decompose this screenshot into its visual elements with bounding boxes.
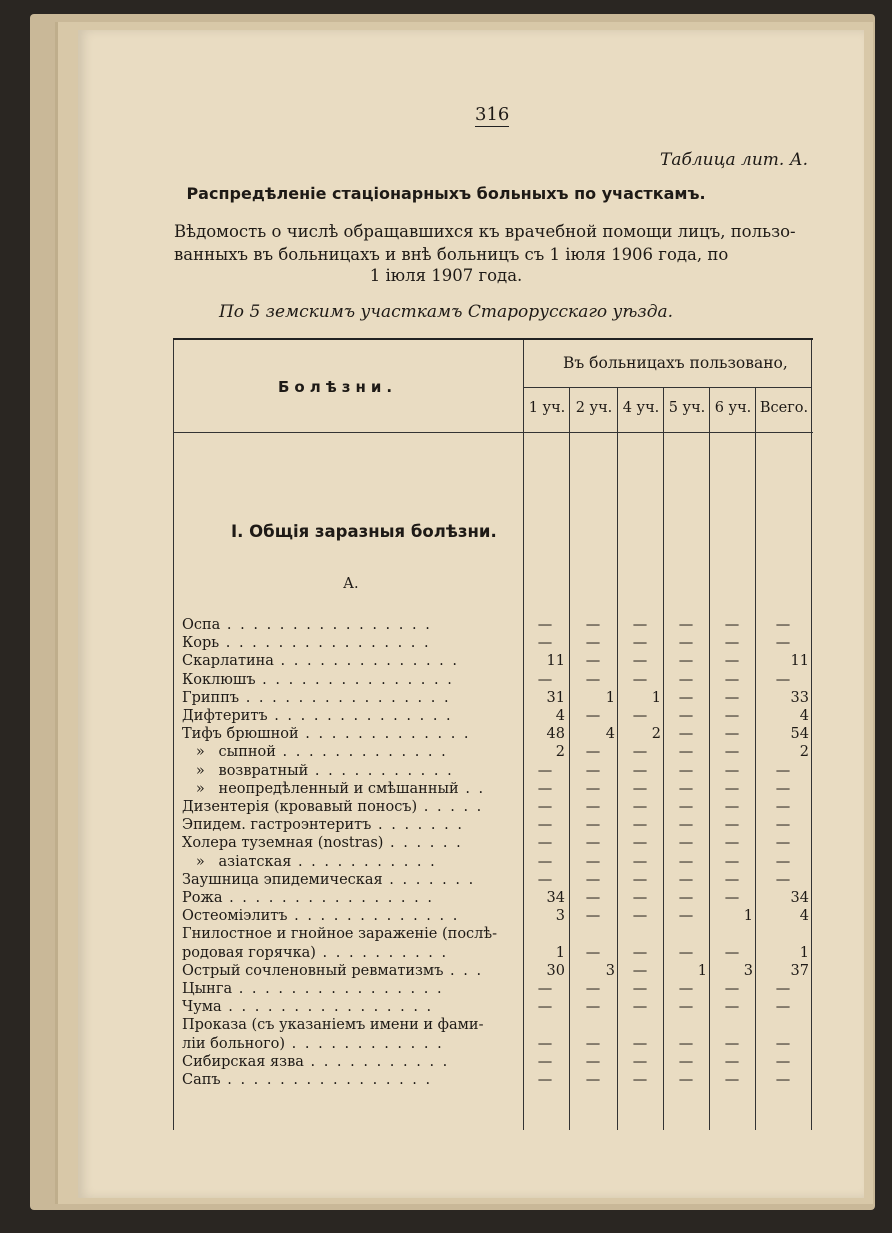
- value-cell: —: [775, 871, 791, 888]
- value-cell: —: [537, 635, 553, 652]
- value-cell: —: [632, 908, 648, 925]
- value-cell: —: [775, 817, 791, 834]
- value-cell: —: [724, 635, 740, 652]
- value-cell: —: [775, 617, 791, 633]
- value-cell: —: [775, 981, 791, 997]
- value-cell: —: [678, 635, 694, 652]
- disease-name: Рожа . . . . . . . . . . . . . . . .: [182, 890, 434, 906]
- value-cell: 4: [799, 708, 809, 724]
- disease-name: Заушница эпидемическая . . . . . . .: [182, 871, 476, 888]
- value-cell: —: [585, 1053, 601, 1070]
- disease-name: Корь . . . . . . . . . . . . . . . .: [182, 635, 431, 652]
- value-cell: —: [585, 744, 601, 761]
- disease-name: родовая горячка) . . . . . . . . . .: [182, 944, 449, 961]
- value-cell: —: [775, 762, 791, 779]
- value-cell: 1: [651, 689, 661, 706]
- disease-name: Гриппъ . . . . . . . . . . . . . . . .: [182, 689, 451, 706]
- value-cell: —: [678, 708, 694, 724]
- value-cell: —: [724, 617, 740, 633]
- value-cell: —: [537, 799, 553, 815]
- disease-name: Холера туземная (nostras) . . . . . .: [182, 835, 463, 852]
- value-cell: —: [724, 981, 740, 997]
- table-row: [173, 925, 813, 943]
- value-cell: —: [632, 981, 648, 997]
- leader-dots: . . . . . . . . . . . . . . . .: [221, 999, 434, 1016]
- value-cell: —: [678, 999, 694, 1016]
- leader-dots: . . . . . . .: [371, 817, 464, 834]
- leader-dots: . . . . . . . . . . . . . . . .: [220, 617, 432, 633]
- value-cell: —: [585, 981, 601, 997]
- table-row: [173, 780, 813, 798]
- table-row: [173, 1053, 813, 1071]
- value-cell: —: [678, 1035, 694, 1052]
- leader-dots: . . .: [443, 962, 484, 979]
- value-cell: —: [724, 744, 740, 761]
- disease-name: » сыпной . . . . . . . . . . . . .: [182, 744, 448, 761]
- value-cell: —: [537, 1053, 553, 1070]
- value-cell: 37: [790, 962, 809, 979]
- value-cell: —: [775, 999, 791, 1016]
- value-cell: —: [537, 999, 553, 1016]
- value-cell: —: [724, 835, 740, 852]
- table-row: [173, 707, 813, 725]
- value-cell: —: [678, 871, 694, 888]
- value-cell: —: [632, 853, 648, 870]
- value-cell: —: [678, 726, 694, 743]
- leader-dots: . . . . . . .: [382, 871, 476, 888]
- value-cell: —: [632, 744, 648, 761]
- table-row: [173, 816, 813, 834]
- value-cell: 3: [605, 962, 615, 979]
- value-cell: —: [537, 817, 553, 834]
- value-cell: 48: [546, 726, 565, 743]
- value-cell: —: [678, 799, 694, 815]
- value-cell: 1: [697, 962, 707, 979]
- value-cell: —: [537, 1035, 553, 1052]
- value-cell: —: [585, 890, 601, 906]
- value-cell: 1: [555, 944, 565, 961]
- disease-name: Оспа . . . . . . . . . . . . . . . .: [182, 617, 432, 633]
- disease-name: Эпидем. гастроэнтеритъ . . . . . . .: [182, 817, 464, 834]
- subcolumn-header: 2 уч.: [575, 400, 613, 416]
- value-cell: —: [775, 1072, 791, 1088]
- value-cell: —: [632, 890, 648, 906]
- value-cell: —: [585, 762, 601, 779]
- value-cell: —: [585, 653, 601, 670]
- disease-name: » неопредѣленный и смѣшанный . .: [182, 780, 486, 797]
- value-cell: —: [585, 1072, 601, 1088]
- value-cell: 34: [546, 890, 565, 906]
- subcolumn-header: 4 уч.: [622, 400, 660, 416]
- table-row: [173, 871, 813, 889]
- value-cell: 30: [546, 962, 565, 979]
- table-row: [173, 998, 813, 1016]
- value-cell: —: [678, 908, 694, 925]
- table-row: [173, 616, 813, 634]
- leader-dots: . . . . . . . . . . . . . . . .: [220, 1072, 433, 1088]
- leader-dots: . . . . . . . . . . . . . . . .: [219, 635, 431, 652]
- value-cell: —: [724, 871, 740, 888]
- leader-dots: . . . . . . . . . . . .: [285, 1035, 444, 1052]
- table-row: [173, 1071, 813, 1089]
- value-cell: —: [585, 708, 601, 724]
- value-cell: —: [678, 1072, 694, 1088]
- value-cell: —: [585, 835, 601, 852]
- disease-name: Чума . . . . . . . . . . . . . . . .: [182, 999, 434, 1016]
- table-row: [173, 762, 813, 780]
- table-row: [173, 798, 813, 816]
- leader-dots: . . . . .: [417, 799, 484, 815]
- value-cell: —: [724, 817, 740, 834]
- page-heading: Распредѣленіе стаціонарныхъ больныхъ по участкамъ.: [186, 184, 706, 203]
- disease-name: Острый сочленовный ревматизмъ . . .: [182, 962, 484, 979]
- value-cell: —: [678, 944, 694, 961]
- value-cell: —: [775, 1053, 791, 1070]
- disease-name: Сапъ . . . . . . . . . . . . . . . .: [182, 1072, 433, 1088]
- value-cell: —: [537, 981, 553, 997]
- value-cell: —: [678, 762, 694, 779]
- value-cell: —: [537, 762, 553, 779]
- value-cell: —: [585, 817, 601, 834]
- value-cell: 1: [605, 689, 615, 706]
- value-cell: 4: [605, 726, 615, 743]
- subtitle-line-2: ванныхъ въ больницахъ и внѣ больницъ съ 1 іюля 1906 года, по: [174, 245, 729, 264]
- subtitle-line-1: Вѣдомость о числѣ обращавшихся къ врачебной помощи лицъ, пользо-: [174, 222, 796, 241]
- value-cell: —: [724, 780, 740, 797]
- value-cell: —: [585, 671, 601, 688]
- leader-dots: . . . . . . . . . . . . . .: [267, 708, 453, 724]
- value-cell: —: [537, 617, 553, 633]
- value-cell: —: [724, 1053, 740, 1070]
- table-row: [173, 634, 813, 652]
- value-cell: —: [585, 944, 601, 961]
- value-cell: —: [678, 780, 694, 797]
- value-cell: —: [724, 726, 740, 743]
- value-cell: —: [724, 1035, 740, 1052]
- value-cell: —: [537, 853, 553, 870]
- value-cell: —: [724, 653, 740, 670]
- table-row: [173, 671, 813, 689]
- leader-dots: . .: [458, 780, 486, 797]
- value-cell: —: [775, 780, 791, 797]
- value-cell: —: [537, 780, 553, 797]
- disease-name: » азіатская . . . . . . . . . . .: [182, 853, 437, 870]
- table-row: [173, 853, 813, 871]
- table-row: [173, 1035, 813, 1053]
- disease-name: Сибирская язва . . . . . . . . . . .: [182, 1053, 450, 1070]
- leader-dots: . . . . . . . . . . .: [291, 853, 437, 870]
- table-row: [173, 689, 813, 707]
- leader-dots: . . . . . . . . . . .: [303, 1053, 450, 1070]
- disease-table: [173, 338, 813, 1130]
- value-cell: —: [678, 1053, 694, 1070]
- value-cell: 3: [743, 962, 753, 979]
- value-cell: —: [724, 671, 740, 688]
- value-cell: —: [775, 671, 791, 688]
- disease-name: ліи больного) . . . . . . . . . . . .: [182, 1035, 444, 1052]
- subcolumn-header: 5 уч.: [668, 400, 706, 416]
- value-cell: —: [585, 780, 601, 797]
- value-cell: —: [724, 708, 740, 724]
- value-cell: —: [632, 817, 648, 834]
- value-cell: —: [632, 653, 648, 670]
- leader-dots: . . . . . . . . . . . . . . . .: [222, 890, 434, 906]
- value-cell: 3: [555, 908, 565, 925]
- disease-name: Дифтеритъ . . . . . . . . . . . . . .: [182, 708, 453, 724]
- disease-name: Тифъ брюшной . . . . . . . . . . . . .: [182, 726, 471, 743]
- leader-dots: . . . . . . . . . .: [315, 944, 449, 961]
- table-row: [173, 944, 813, 962]
- table-row: [173, 907, 813, 925]
- leader-dots: . . . . . .: [383, 835, 463, 852]
- value-cell: —: [775, 835, 791, 852]
- value-cell: —: [632, 999, 648, 1016]
- subcolumn-header: 1 уч.: [528, 400, 566, 416]
- value-cell: —: [678, 744, 694, 761]
- table-row: [173, 889, 813, 907]
- subtitle-line-3: 1 іюля 1907 года.: [369, 266, 523, 285]
- value-cell: —: [724, 853, 740, 870]
- value-cell: —: [632, 962, 648, 979]
- value-cell: —: [724, 944, 740, 961]
- value-cell: —: [585, 799, 601, 815]
- value-cell: —: [632, 1035, 648, 1052]
- value-cell: —: [775, 799, 791, 815]
- disease-name: Цынга . . . . . . . . . . . . . . . .: [182, 981, 444, 997]
- value-cell: —: [632, 1072, 648, 1088]
- disease-name: Дизентерія (кровавый поносъ) . . . . .: [182, 799, 484, 815]
- value-cell: —: [632, 871, 648, 888]
- value-cell: —: [537, 671, 553, 688]
- leader-dots: . . . . . . . . . . . . .: [275, 744, 448, 761]
- disease-name: » возвратный . . . . . . . . . . .: [182, 762, 454, 779]
- subcolumn-header: Всего.: [759, 400, 809, 416]
- value-cell: —: [632, 1053, 648, 1070]
- value-cell: —: [724, 689, 740, 706]
- value-cell: 11: [546, 653, 565, 670]
- value-cell: —: [724, 999, 740, 1016]
- table-row: [173, 743, 813, 761]
- table-row: [173, 725, 813, 743]
- value-cell: —: [775, 853, 791, 870]
- value-cell: —: [724, 1072, 740, 1088]
- value-cell: —: [537, 871, 553, 888]
- value-cell: —: [678, 890, 694, 906]
- value-cell: 4: [555, 708, 565, 724]
- table-row: [173, 962, 813, 980]
- value-cell: —: [678, 817, 694, 834]
- value-cell: —: [678, 853, 694, 870]
- disease-name: Скарлатина . . . . . . . . . . . . . .: [182, 653, 459, 670]
- disease-column-header: Болѣзни.: [278, 378, 398, 396]
- value-cell: —: [678, 653, 694, 670]
- value-cell: 33: [790, 689, 809, 706]
- disease-name: Проказа (съ указаніемъ имени и фами-: [182, 1017, 484, 1034]
- table-row: [173, 1016, 813, 1034]
- value-cell: —: [678, 981, 694, 997]
- table-row: [173, 652, 813, 670]
- value-cell: —: [632, 799, 648, 815]
- value-cell: 54: [790, 726, 809, 743]
- value-cell: —: [537, 1072, 553, 1088]
- value-cell: —: [678, 671, 694, 688]
- table-row: [173, 834, 813, 852]
- value-cell: —: [585, 908, 601, 925]
- page-number: 316: [475, 104, 510, 125]
- leader-dots: . . . . . . . . . . . . . . . .: [232, 981, 444, 997]
- value-cell: —: [585, 853, 601, 870]
- disease-name: Остеоміэлитъ . . . . . . . . . . . . .: [182, 908, 460, 925]
- leader-dots: . . . . . . . . . . . . . . . .: [239, 689, 451, 706]
- value-cell: 34: [790, 890, 809, 906]
- value-cell: 11: [790, 653, 809, 670]
- value-cell: —: [585, 635, 601, 652]
- value-cell: —: [724, 762, 740, 779]
- value-cell: —: [678, 617, 694, 633]
- value-cell: 2: [555, 744, 565, 761]
- value-cell: —: [632, 835, 648, 852]
- value-cell: —: [724, 890, 740, 906]
- header-rule: [173, 432, 813, 433]
- value-cell: —: [632, 671, 648, 688]
- value-cell: 2: [799, 744, 809, 761]
- value-cell: —: [724, 799, 740, 815]
- leader-dots: . . . . . . . . . . . . . .: [273, 653, 459, 670]
- section-letter: А.: [343, 576, 359, 592]
- value-cell: —: [775, 1035, 791, 1052]
- value-cell: —: [632, 617, 648, 633]
- section-title: I. Общія заразныя болѣзни.: [231, 522, 497, 541]
- leader-dots: . . . . . . . . . . . . . . .: [255, 671, 454, 688]
- value-cell: —: [632, 762, 648, 779]
- value-cell: —: [775, 635, 791, 652]
- subtitle: [174, 220, 822, 266]
- value-cell: —: [678, 689, 694, 706]
- disease-name: Гнилостное и гнойное зараженіе (послѣ-: [182, 926, 498, 943]
- value-cell: —: [585, 1035, 601, 1052]
- leader-dots: . . . . . . . . . . . . .: [298, 726, 471, 743]
- value-cell: 2: [651, 726, 661, 743]
- value-cell: 1: [743, 908, 753, 925]
- value-cell: —: [585, 999, 601, 1016]
- value-cell: —: [632, 944, 648, 961]
- value-cell: —: [678, 835, 694, 852]
- leader-dots: . . . . . . . . . . .: [308, 762, 454, 779]
- value-cell: 1: [799, 944, 809, 961]
- district-line: По 5 земскимъ участкамъ Старорусскаго уѣзда.: [218, 302, 674, 322]
- table-row: [173, 980, 813, 998]
- value-cell: —: [585, 617, 601, 633]
- group-header-rule: [523, 387, 811, 388]
- value-cell: 4: [799, 908, 809, 925]
- value-cell: —: [632, 780, 648, 797]
- hospital-group-header: Въ больницахъ пользовано,: [563, 354, 788, 372]
- subcolumn-header: 6 уч.: [714, 400, 752, 416]
- disease-name: Коклюшъ . . . . . . . . . . . . . . .: [182, 671, 454, 688]
- table-label: Таблица лит. А.: [660, 150, 809, 170]
- value-cell: 31: [546, 689, 565, 706]
- value-cell: —: [632, 708, 648, 724]
- value-cell: —: [632, 635, 648, 652]
- value-cell: —: [585, 871, 601, 888]
- leader-dots: . . . . . . . . . . . . .: [287, 908, 460, 925]
- value-cell: —: [537, 835, 553, 852]
